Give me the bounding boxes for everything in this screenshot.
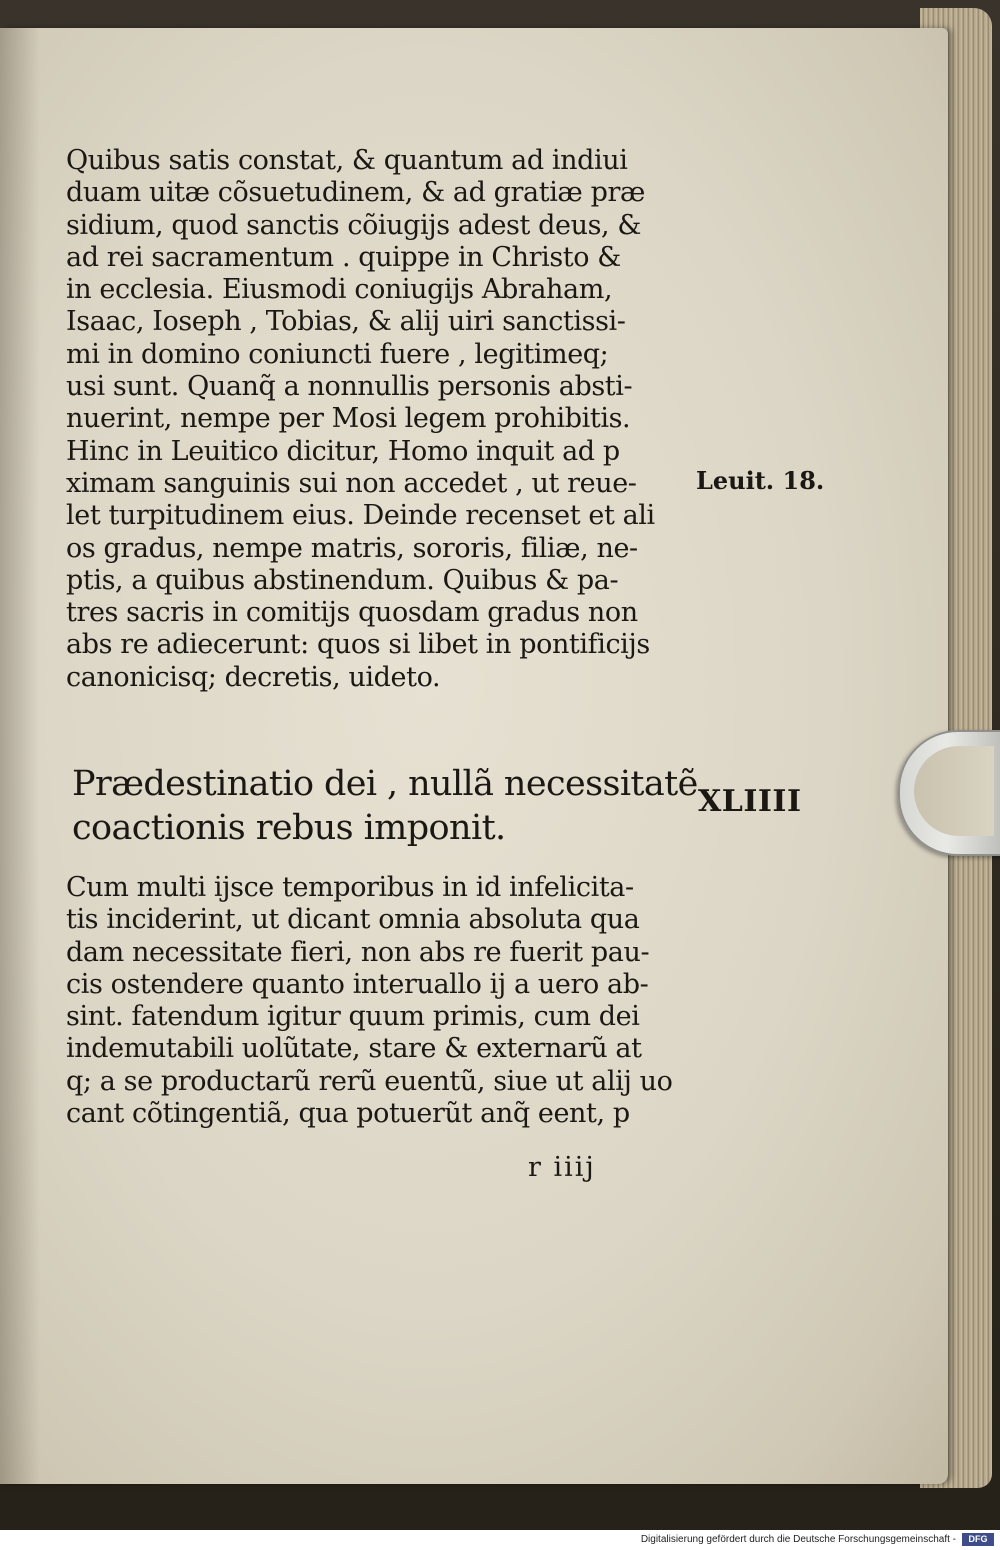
text-line: mi in domino coniuncti fuere , legitimeq; xyxy=(66,338,609,370)
text-line: sint. fatendum igitur quum primis, cum dei xyxy=(66,1001,640,1033)
text-line: Isaac, Ioseph , Tobias, & alij uiri sanctissi- xyxy=(66,306,626,338)
dfg-logo-icon: DFG xyxy=(962,1533,994,1546)
text-line: tres sacris in comitijs quosdam gradus non xyxy=(66,597,638,629)
signature-mark: r iiij xyxy=(528,1152,596,1183)
text-line: usi sunt. Quanq̃ a nonnullis personis absti- xyxy=(66,371,633,403)
footer-credit: Digitalisierung gefördert durch die Deutsche Forschungsgemeinschaft - xyxy=(640,1534,956,1545)
text-line: tis inciderint, ut dicant omnia absoluta qua xyxy=(66,904,640,936)
text-line: cant cõtingentiã, qua potuerũt anq̃ eent, p xyxy=(66,1098,630,1130)
text-line: ad rei sacramentum . quippe in Christo & xyxy=(66,241,621,273)
text-line: let turpitudinem eius. Deinde recenset et ali xyxy=(66,500,655,532)
text-line: sidium, quod sanctis cõiugijs adest deus, & xyxy=(66,209,642,241)
text-line: duam uitæ cõsuetudinem, & ad gratiæ præ xyxy=(66,177,645,209)
text-line: canonicisq; decretis, uideto. xyxy=(66,661,441,693)
text-line: abs re adiecerunt: quos si libet in pontificijs xyxy=(66,629,650,661)
text-line: os gradus, nempe matris, sororis, filiæ, ne- xyxy=(66,532,638,564)
text-line: ptis, a quibus abstinendum. Quibus & pa- xyxy=(66,564,619,596)
text-line: indemutabili uolũtate, stare & externarũ at xyxy=(66,1033,642,1065)
text-line: Cum multi ijsce temporibus in id infelicita- xyxy=(66,872,634,903)
book-clasp xyxy=(898,730,1000,856)
text-line: ximam sanguinis sui non accedet , ut reue- xyxy=(66,467,637,499)
text-line: in ecclesia. Eiusmodi coniugijs Abraham, xyxy=(66,274,613,306)
paragraph-2 xyxy=(66,872,696,1130)
heading-line: coactionis rebus imponit. xyxy=(72,808,506,848)
text-line: nuerint, nempe per Mosi legem prohibitis. xyxy=(66,403,631,435)
text-line: q; a se productarũ rerũ euentũ, siue ut alij uo xyxy=(66,1065,673,1097)
spine-shadow xyxy=(0,28,40,1484)
text-line: Quibus satis constat, & quantum ad indiui xyxy=(66,145,628,176)
book-clasp-inner xyxy=(914,746,994,836)
text-line: cis ostendere quanto interuallo ij a uero ab- xyxy=(66,968,649,1000)
chapter-heading xyxy=(72,762,712,850)
footer-bar xyxy=(0,1530,1000,1550)
chapter-number: XLIIII xyxy=(698,784,802,819)
margin-note-leviticus: Leuit. 18. xyxy=(696,466,825,495)
paragraph-1 xyxy=(66,145,696,694)
text-line: dam necessitate fieri, non abs re fuerit pau- xyxy=(66,936,650,968)
text-line: Hinc in Leuitico dicitur, Homo inquit ad p xyxy=(66,435,620,467)
heading-line: Prædestinatio dei , nullã necessitatẽ xyxy=(72,764,698,804)
